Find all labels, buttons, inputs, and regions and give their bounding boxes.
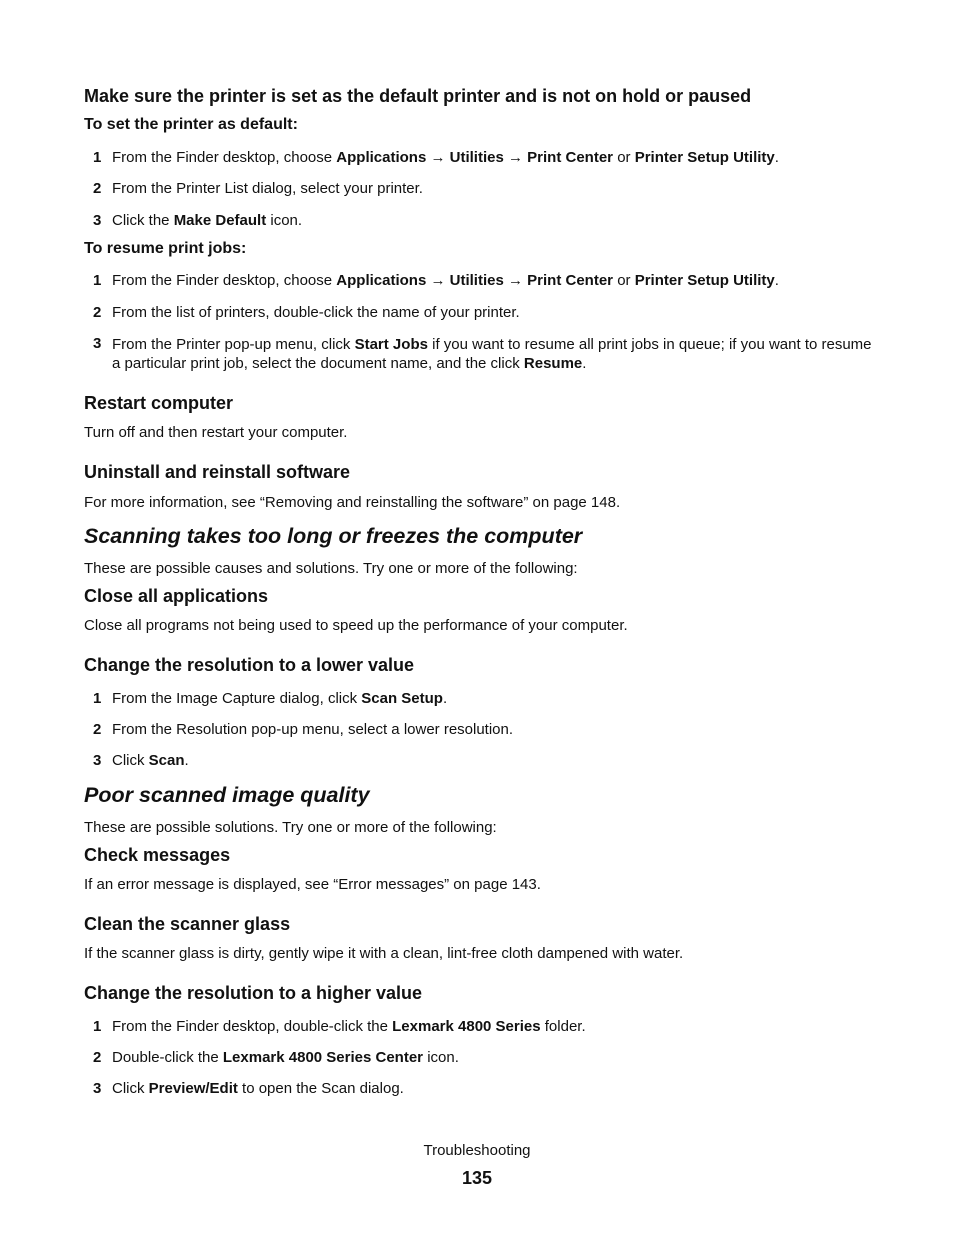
step-bold-term: Make Default [173, 212, 267, 229]
heading-lower-resolution: Change the resolution to a lower value [84, 655, 415, 675]
step-text-run: From the Resolution pop-up menu, select a lower resolution. [112, 721, 514, 738]
quality-intro: These are possible solutions. Try one or more of the following: [84, 819, 497, 836]
section-heading-default-printer: Make sure the printer is set as the default printer and is not on hold or paused [84, 86, 752, 106]
restart-text: Turn off and then restart your computer. [84, 424, 348, 441]
step-text-run: From the Finder desktop, choose [112, 149, 337, 166]
step-number: 1 [93, 272, 102, 289]
check-messages-text: If an error message is displayed, see “Error messages” on page 143. [84, 876, 541, 893]
step-text-run: . [582, 355, 587, 372]
step-bold-term: Lexmark 4800 Series Center [222, 1049, 424, 1066]
step-number: 2 [93, 304, 102, 321]
step-text-run: icon. [266, 212, 303, 229]
step-bold-term: → [503, 272, 528, 289]
step-bold-term: Start Jobs [354, 336, 428, 353]
step-number: 1 [93, 149, 102, 166]
step-number: 3 [93, 335, 102, 352]
step-number: 3 [93, 752, 102, 769]
step-text-run: From the Printer List dialog, select your printer. [112, 180, 423, 197]
subheading-resume-jobs: To resume print jobs: [84, 240, 247, 257]
subheading-set-default: To set the printer as default: [84, 116, 298, 133]
step-text [112, 1049, 459, 1066]
step-bold-term: → [426, 149, 450, 166]
step-text-run: icon. [423, 1049, 459, 1066]
step-text-run: or [613, 149, 635, 166]
clean-scanner-text: If the scanner glass is dirty, gently wipe it with a clean, lint-free cloth dampened with water. [84, 945, 684, 962]
step-bold-term: Printer Setup Utility [634, 272, 775, 289]
step-text [112, 149, 779, 166]
close-applications-text: Close all programs not being used to speed up the performance of your computer. [84, 617, 628, 634]
step-bold-term: Printer Setup Utility [634, 149, 775, 166]
heading-scanning-slow: Scanning takes too long or freezes the computer [84, 524, 583, 548]
step-bold-term: Print Center [527, 149, 614, 166]
step-number: 3 [93, 212, 102, 229]
step-number: 1 [93, 1018, 102, 1035]
step-text-run: Double-click the [112, 1049, 223, 1066]
step-text-run: . [184, 752, 189, 769]
step-text-run: From the list of printers, double-click the name of your printer. [112, 304, 520, 321]
step-bold-term: Lexmark 4800 Series [392, 1018, 541, 1035]
step-text [112, 721, 513, 738]
step-number: 2 [93, 721, 102, 738]
scanning-intro: These are possible causes and solutions. Try one or more of the following: [84, 560, 578, 577]
step-number: 2 [93, 180, 102, 197]
step-text-run: From the Finder desktop, choose [112, 272, 337, 289]
heading-higher-resolution: Change the resolution to a higher value [84, 983, 423, 1003]
step-bold-term: → [503, 149, 528, 166]
step-text-run: folder. [540, 1018, 586, 1035]
step-text-run: . [774, 272, 779, 289]
step-text-run: if you want to resume all print jobs in queue; if you want to resume a particular print job, select the document name, and the click [112, 336, 872, 372]
step-bold-term: → [426, 272, 450, 289]
step-text-run: to open the Scan dialog. [237, 1080, 404, 1097]
step-text-run: From the Image Capture dialog, click [112, 690, 362, 707]
step-number: 2 [93, 1049, 102, 1066]
step-text [112, 212, 302, 229]
step-bold-term: Scan [148, 752, 185, 769]
step-number: 1 [93, 690, 102, 707]
step-bold-term: Scan Setup [361, 690, 443, 707]
step-text [112, 180, 423, 197]
heading-close-applications: Close all applications [84, 586, 269, 606]
step-text-run: From the Printer pop-up menu, click [112, 336, 355, 353]
heading-uninstall-software: Uninstall and reinstall software [84, 462, 351, 482]
step-bold-term: Utilities [449, 149, 504, 166]
step-text [112, 1018, 586, 1035]
step-text-run: . [442, 690, 448, 707]
step-text-run: From the Finder desktop, double-click the [112, 1018, 393, 1035]
step-bold-term: Utilities [449, 272, 504, 289]
step-text [112, 752, 189, 769]
page-number: 135 [461, 1168, 493, 1188]
step-text-run: Click [112, 752, 149, 769]
heading-check-messages: Check messages [84, 845, 231, 865]
heading-clean-scanner-glass: Clean the scanner glass [84, 914, 291, 934]
step-text-run: Click the [112, 212, 174, 229]
step-text-run: Click [112, 1080, 149, 1097]
step-bold-term: Applications [336, 272, 427, 289]
step-text [112, 304, 520, 321]
heading-poor-image-quality: Poor scanned image quality [84, 783, 370, 807]
step-bold-term: Preview/Edit [148, 1080, 238, 1097]
step-text-run: or [613, 272, 635, 289]
step-text [112, 272, 779, 289]
step-text [112, 1080, 404, 1097]
step-text-run: . [774, 149, 779, 166]
step-bold-term: Applications [336, 149, 427, 166]
heading-restart-computer: Restart computer [84, 393, 234, 413]
step-bold-term: Resume [523, 355, 583, 372]
uninstall-text: For more information, see “Removing and reinstalling the software” on page 148. [84, 494, 621, 511]
step-text [112, 690, 447, 707]
step-text [112, 335, 872, 373]
step-bold-term: Print Center [527, 272, 614, 289]
step-number: 3 [93, 1080, 102, 1097]
footer-chapter-label: Troubleshooting [423, 1142, 531, 1159]
